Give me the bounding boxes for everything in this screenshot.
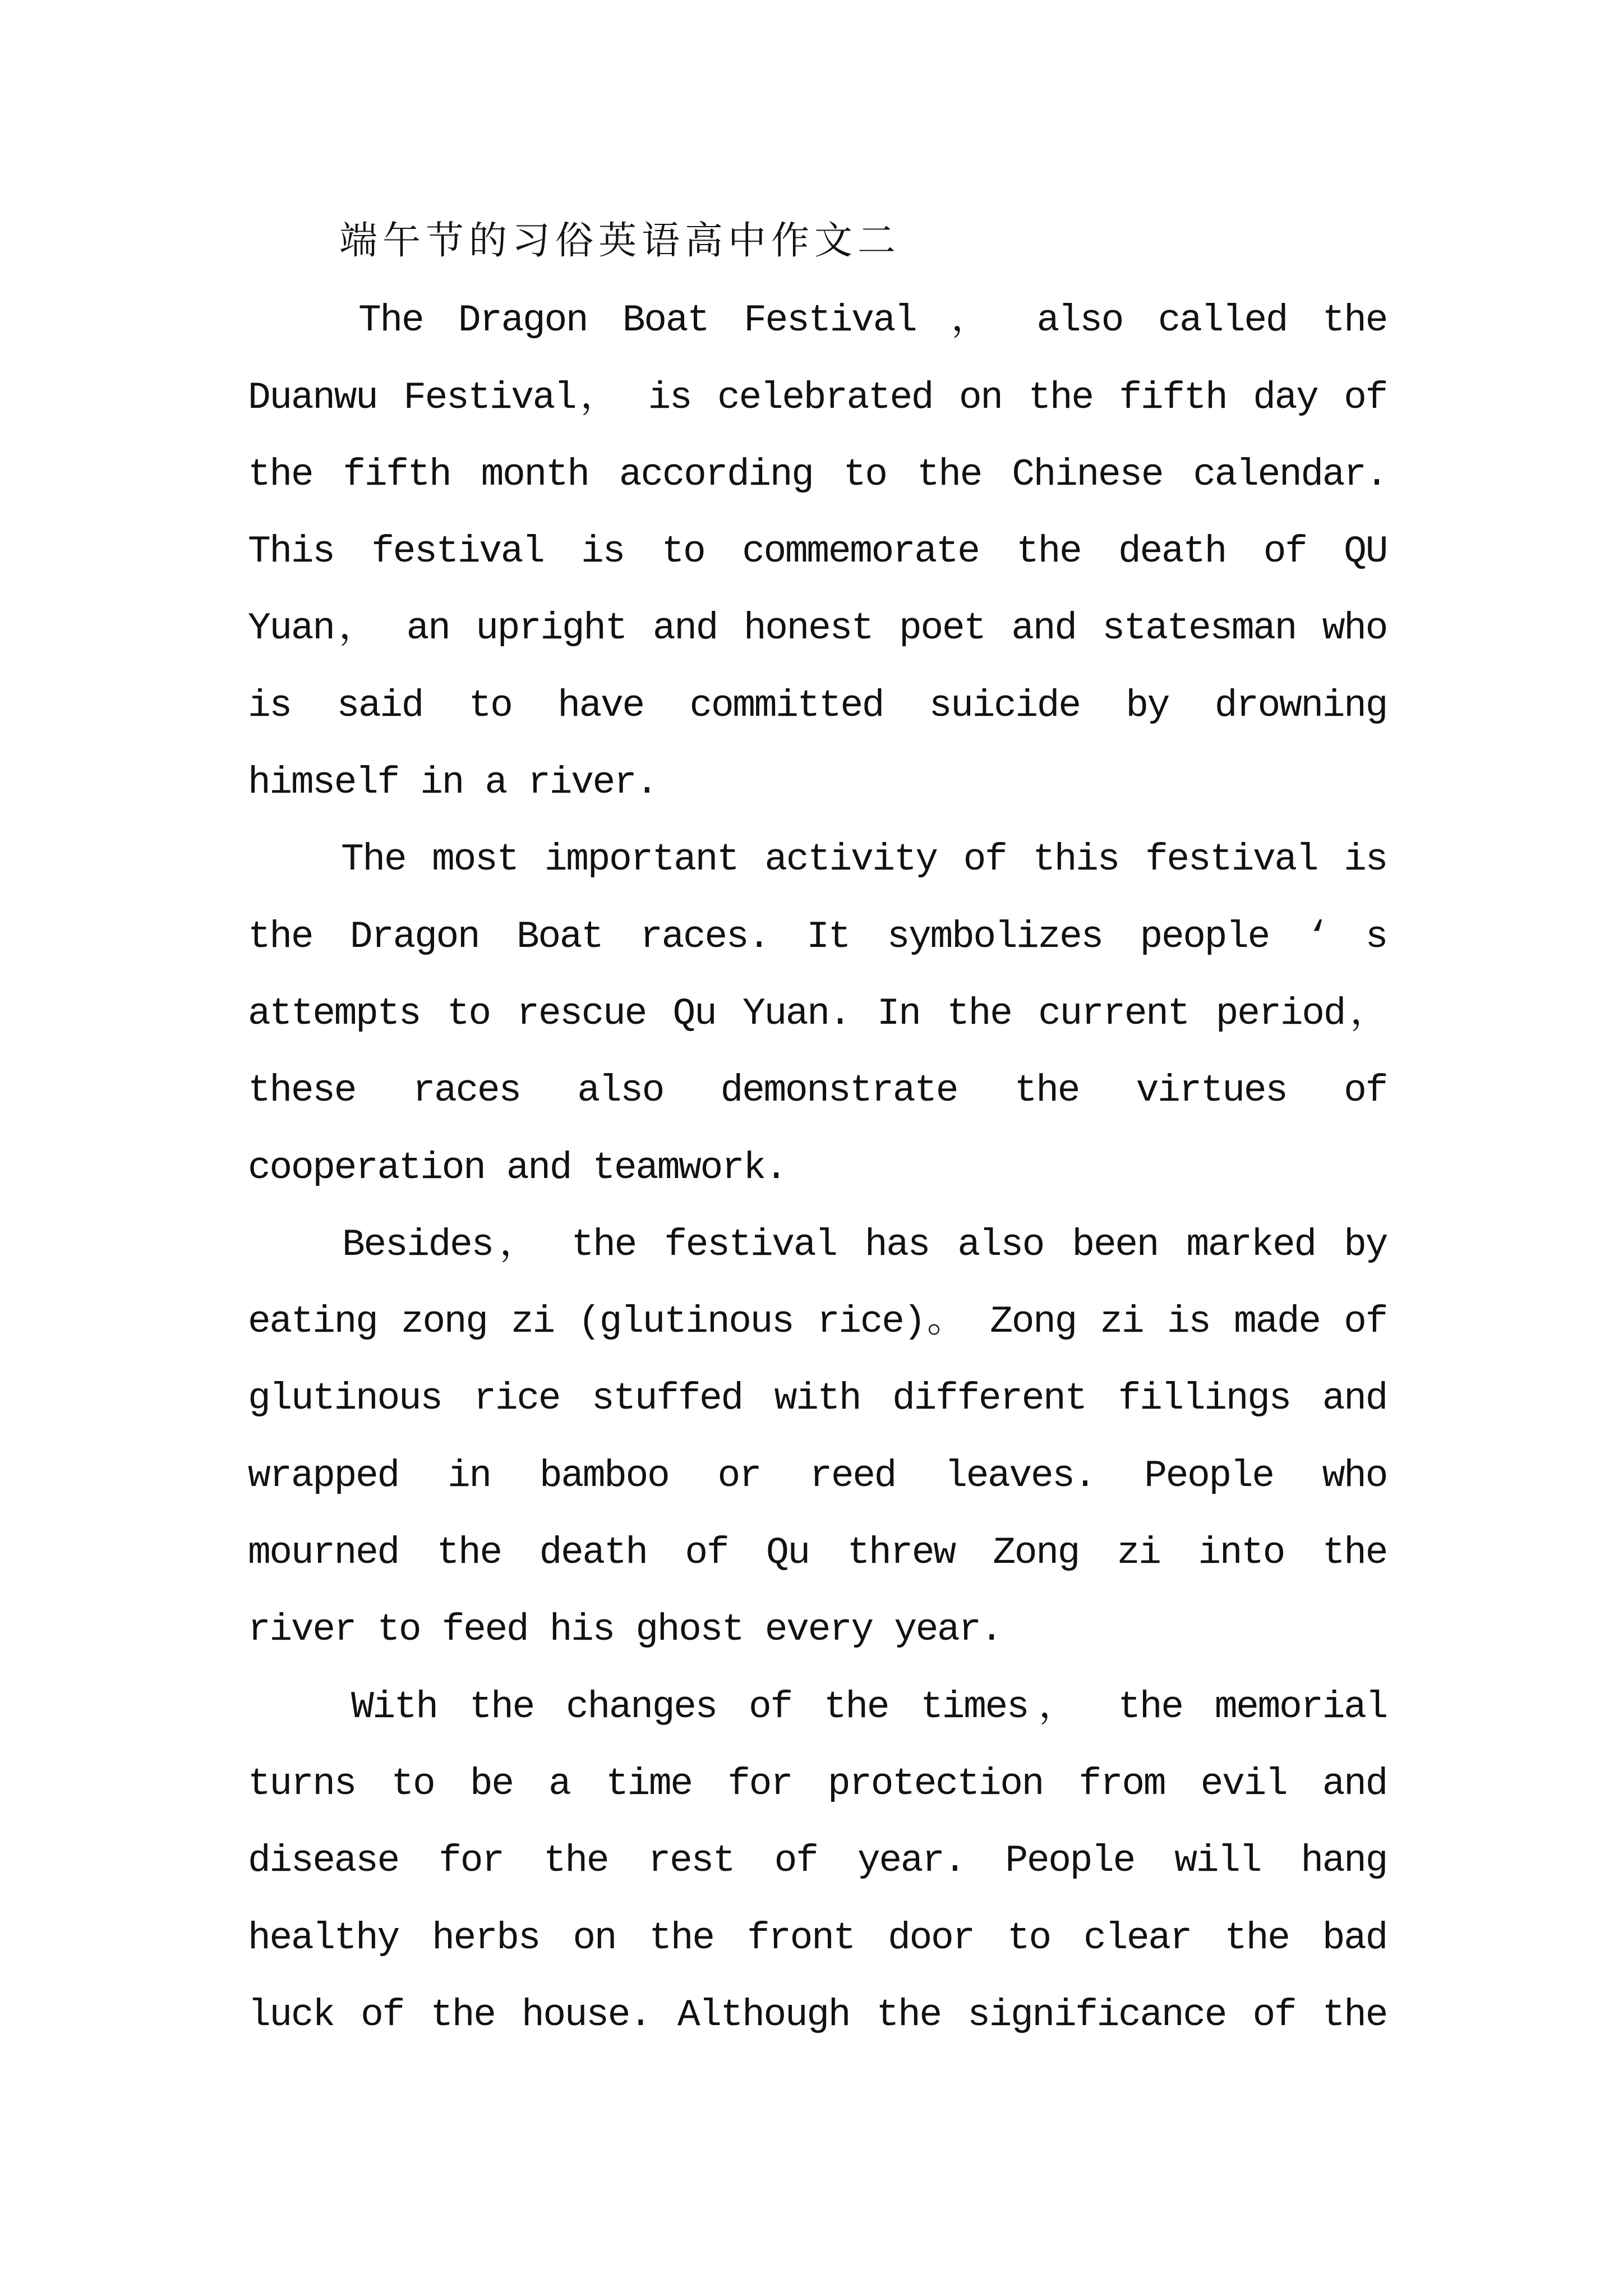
text-line: the Dragon Boat races. It symbolizes people ‘ s [248, 915, 1387, 959]
text-line: With the changes of the times， the memorial [351, 1685, 1387, 1729]
text-line: turns to be a time for protection from evil and [248, 1762, 1387, 1806]
text-line: wrapped in bamboo or reed leaves. People who [248, 1454, 1387, 1498]
text-line: eating zong zi (glutinous rice)。 Zong zi is made of [248, 1300, 1387, 1344]
text-line: healthy herbs on the front door to clear the bad [248, 1916, 1387, 1960]
text-line: luck of the house. Although the significance of the [248, 1993, 1387, 2037]
text-line: Yuan， an upright and honest poet and statesman who [248, 607, 1387, 651]
paragraph-zong-zi [248, 1207, 1387, 1669]
text-line: glutinous rice stuffed with different fillings and [248, 1377, 1387, 1421]
document-title: 端午节的习俗英语高中作文二 [339, 222, 901, 265]
document-page [248, 205, 1387, 2054]
paragraph-boat-races [248, 821, 1387, 1206]
text-line: The most important activity of this festival is [341, 838, 1387, 882]
text-line: The Dragon Boat Festival ， also called the [358, 299, 1387, 343]
text-line: mourned the death of Qu threw Zong zi into the [248, 1531, 1387, 1575]
paragraph-changes-of-times [248, 1669, 1387, 2054]
text-line: cooperation and teamwork. [248, 1146, 787, 1190]
text-line: attempts to rescue Qu Yuan. In the current period， [248, 992, 1387, 1036]
paragraph-dragon-boat-festival [248, 282, 1387, 821]
text-line: river to feed his ghost every year. [248, 1608, 1002, 1652]
text-line: disease for the rest of year. People will hang [248, 1839, 1387, 1883]
text-line: the fifth month according to the Chinese calendar. [248, 453, 1387, 496]
text-line: Besides， the festival has also been marked by [342, 1223, 1387, 1267]
text-line: is said to have committed suicide by drowning [248, 684, 1387, 728]
text-line: Duanwu Festival， is celebrated on the fifth day of [248, 376, 1387, 420]
text-line: himself in a river. [248, 761, 657, 805]
text-line: This festival is to commemorate the death of QU [248, 530, 1387, 574]
text-line: these races also demonstrate the virtues of [248, 1069, 1387, 1113]
